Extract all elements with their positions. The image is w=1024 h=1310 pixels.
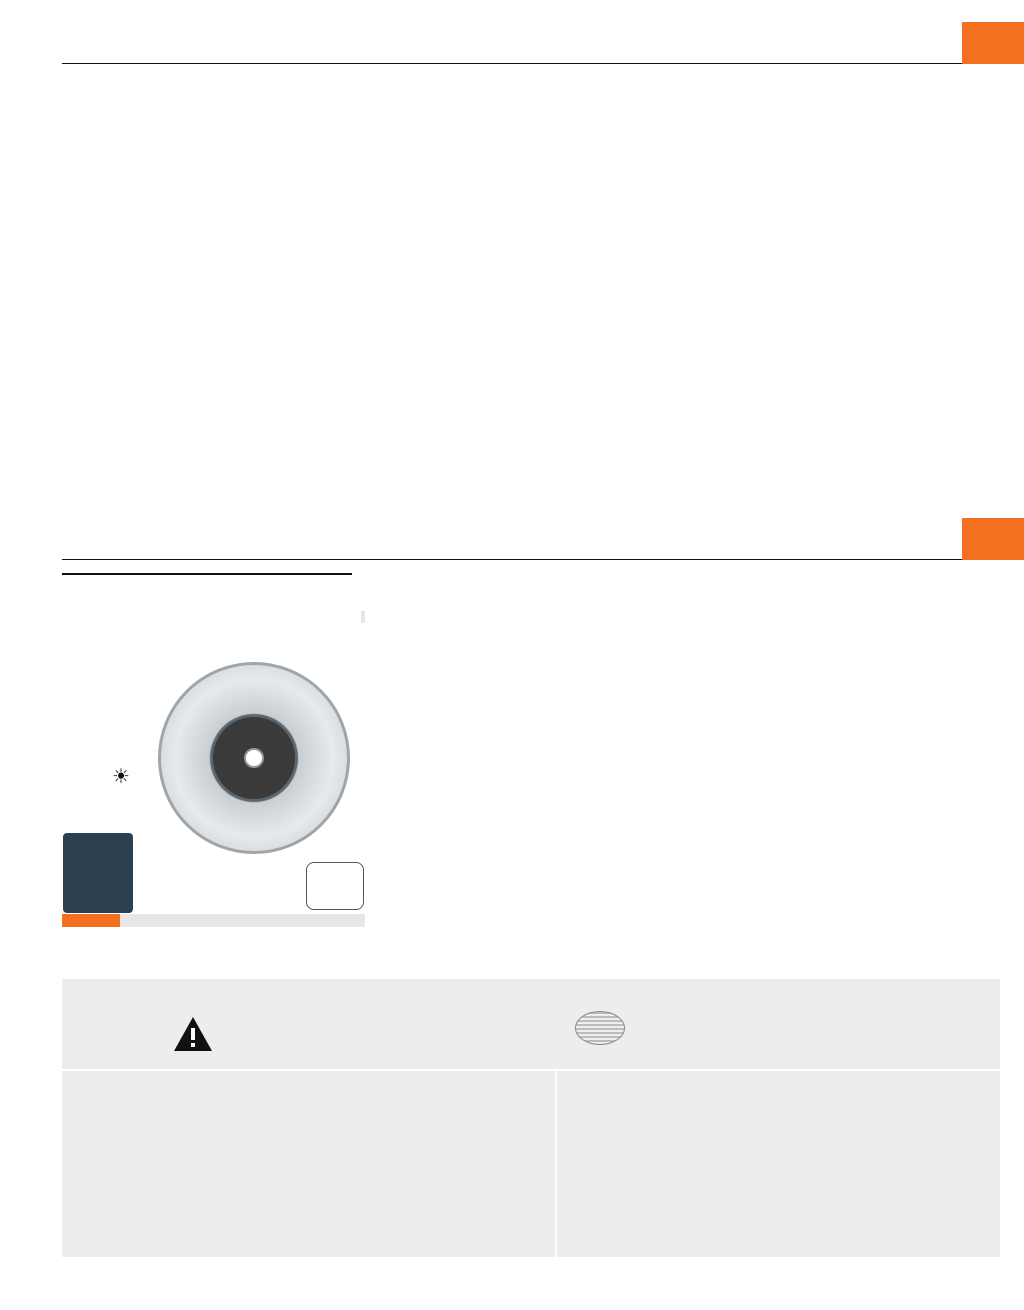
col-header [62,914,120,927]
discs-stack-icon [575,1011,625,1045]
section-tab [962,22,1024,64]
table-row [62,940,365,953]
safety-panel [62,979,1000,1257]
product-title [62,573,352,578]
spec-line [361,611,365,623]
package-image [63,833,133,913]
seg-specs [230,611,365,623]
seg-table [62,914,365,955]
product-seg [62,573,352,578]
segmented-disc-image [158,662,350,854]
section-tab-2 [962,518,1024,560]
sun-drop-icon: ☀ [112,766,130,788]
warning-icon [172,1015,214,1053]
table-row [62,927,365,940]
header-rule [62,63,962,64]
section-rule [62,559,962,560]
floor-saw-icon [306,862,364,910]
